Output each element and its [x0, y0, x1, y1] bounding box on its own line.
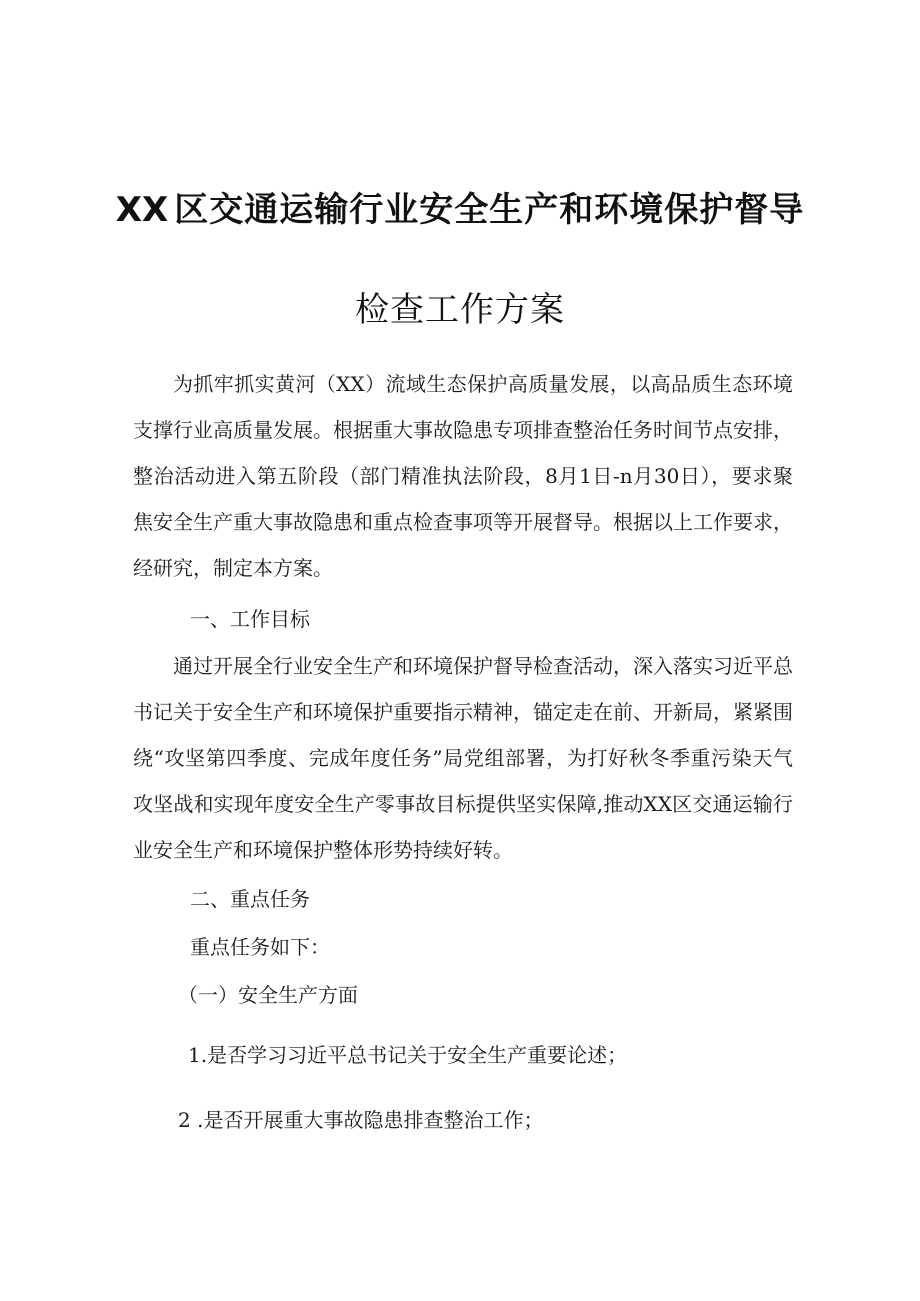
section-2-intro: 重点任务如下：	[190, 935, 330, 959]
title-prefix: XX	[115, 190, 169, 230]
list-item-2: 2 .是否开展重大事故隐患排查整治工作；	[178, 1108, 544, 1132]
section-2-heading: 二、重点任务	[190, 887, 310, 911]
section-1-block	[133, 643, 793, 873]
intro-paragraph: 为抓牢抓实黄河（XX）流域生态保护高质量发展，以高品质生态环境支撑行业高质量发展。根据重大事故隐患专项排查整治任务时间节点安排，整治活动进入第五阶段（部门精准执法阶段，8月1日-n月30日），要求聚焦安全生产重大事故隐患和重点检查事项等开展督导。根据以上工作要求，经研究，制定本方案。	[133, 372, 793, 580]
section-1-heading: 一、工作目标	[190, 607, 310, 631]
document-title-line-1	[0, 182, 920, 231]
title-line-1-text: 区交通运输行业安全生产和环境保护督导	[174, 190, 805, 230]
list-item-1: 1.是否学习习近平总书记关于安全生产重要论述；	[188, 1043, 628, 1067]
subsection-1-heading: （一）安全生产方面	[178, 983, 358, 1007]
section-1-paragraph: 通过开展全行业安全生产和环境保护督导检查活动，深入落实习近平总书记关于安全生产和环境保护重要指示精神，锚定走在前、开新局，紧紧围绕“攻坚第四季度、完成年度任务”局党组部署，为打好秋冬季重污染天气攻坚战和实现年度安全生产零事故目标提供坚实保障,推动XX区交通运输行业安全生产和环境保护整体形势持续好转。	[133, 654, 793, 862]
intro-block	[133, 361, 793, 591]
document-title-line-2: 检查工作方案	[355, 290, 565, 330]
